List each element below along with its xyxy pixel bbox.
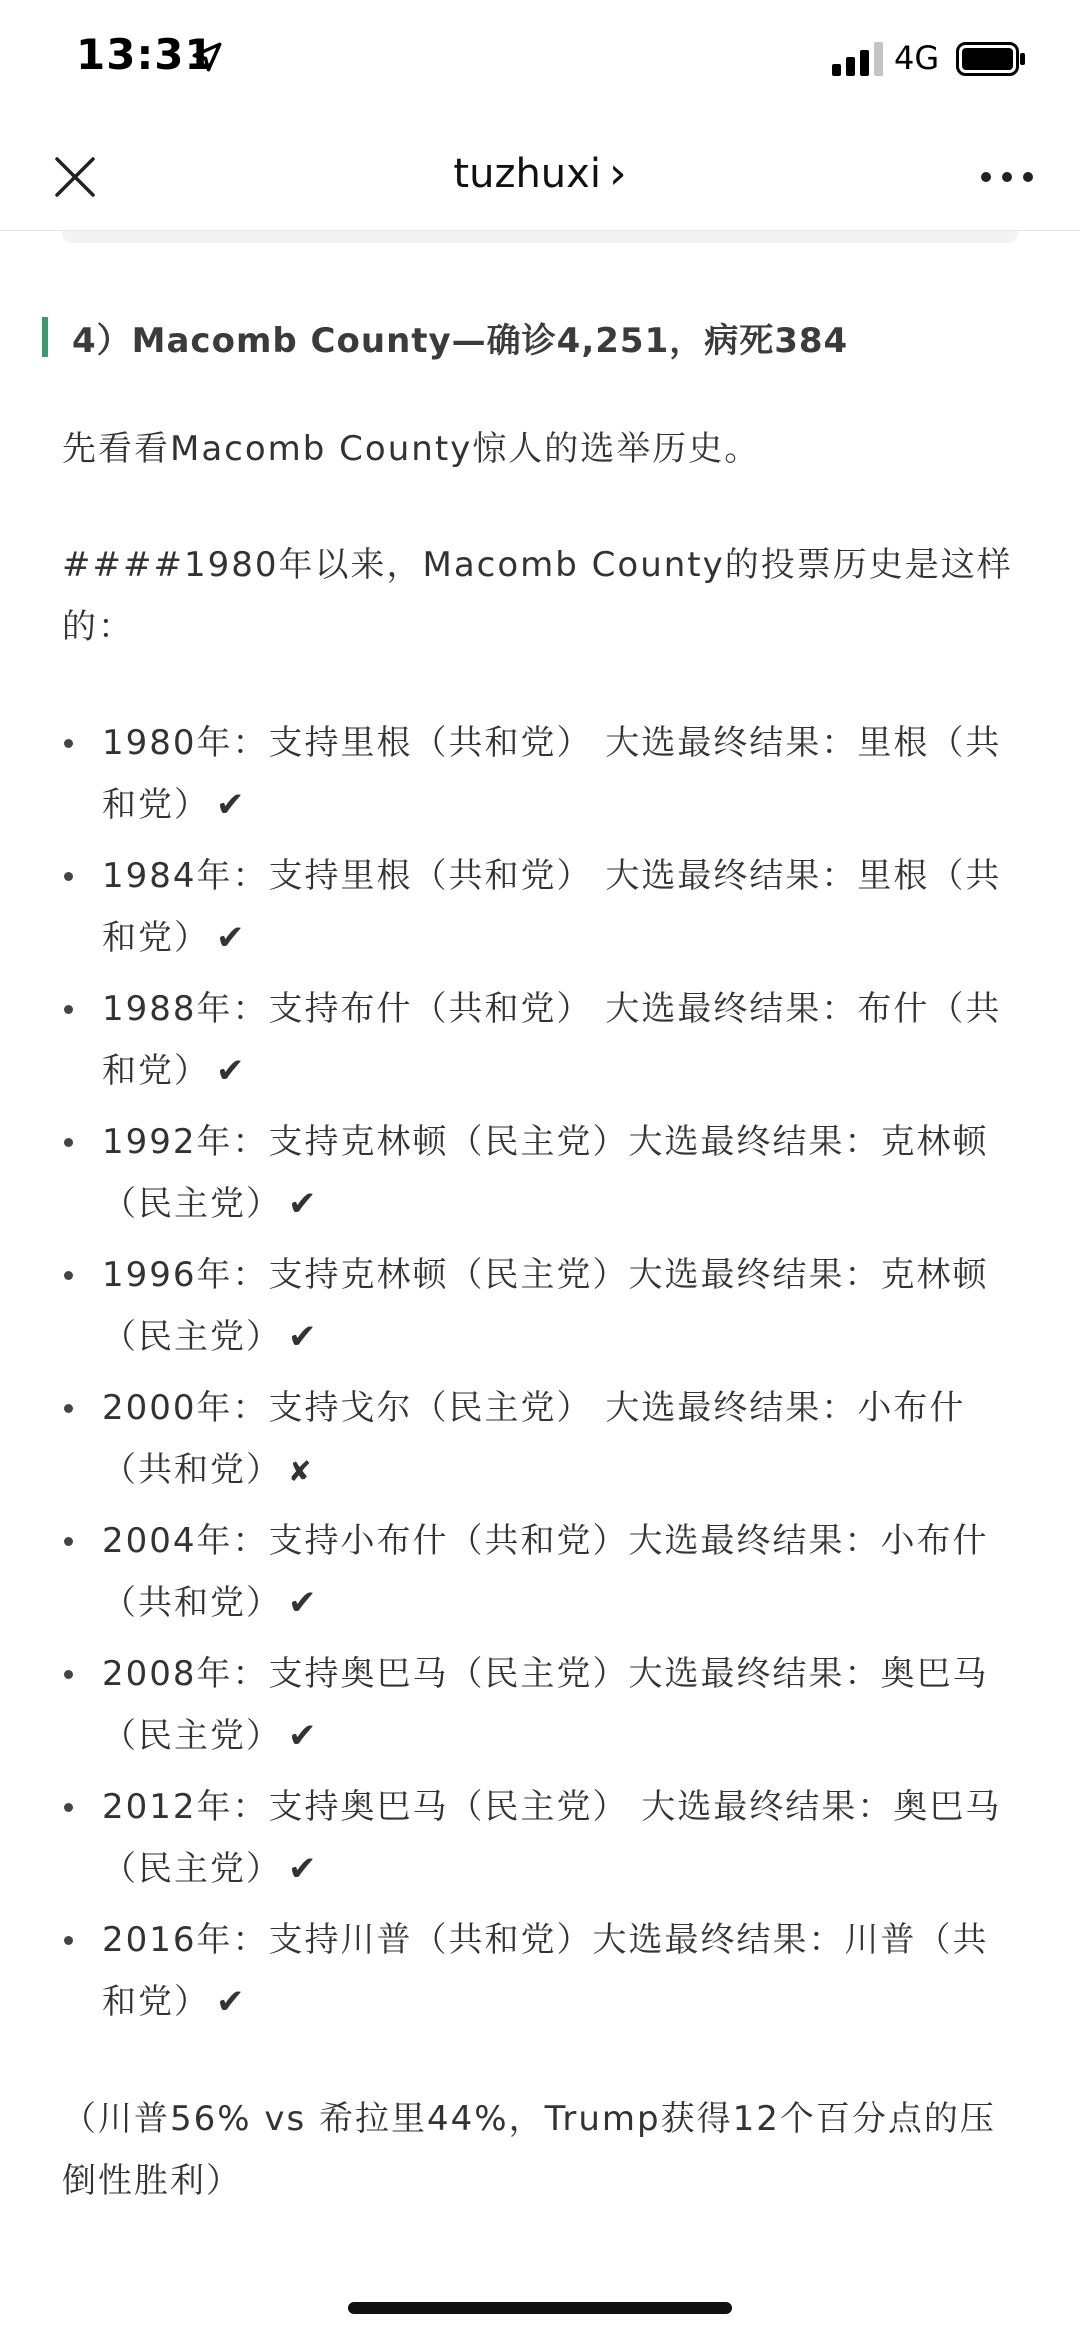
list-item [62, 712, 1022, 836]
check-mark-icon: ✔ [216, 785, 247, 825]
bullet-icon [64, 1138, 73, 1147]
more-dots-icon [979, 170, 1035, 184]
check-mark-icon: ✔ [288, 1317, 319, 1357]
result-text: 1996年：支持克林顿（民主党）大选最终结果：克林顿（民主党） [102, 1255, 989, 1357]
result-text: 1992年：支持克林顿（民主党）大选最终结果：克林顿（民主党） [102, 1122, 989, 1224]
bullet-icon [64, 1271, 73, 1280]
result-text: 2012年：支持奥巴马（民主党） 大选最终结果：奥巴马（民主党） [102, 1787, 1002, 1889]
bullet-icon [64, 872, 73, 881]
result-text: 1980年：支持里根（共和党） 大选最终结果：里根（共和党） [102, 723, 1002, 825]
nav-bar [0, 120, 1080, 231]
bullet-icon [64, 739, 73, 748]
network-type: 4G [894, 39, 940, 77]
chevron-right-icon: › [608, 148, 627, 199]
list-item [62, 1510, 1022, 1634]
check-mark-icon: ✔ [216, 1982, 247, 2022]
location-arrow-icon [190, 40, 224, 74]
bullet-icon [64, 1936, 73, 1945]
cellular-signal-icon [832, 42, 884, 76]
list-item [62, 978, 1022, 1102]
result-text: 1988年：支持布什（共和党） 大选最终结果：布什（共和党） [102, 989, 1002, 1091]
account-title-link[interactable] [340, 148, 740, 199]
subheading-paragraph: ####1980年以来，Macomb County的投票历史是这样的： [62, 545, 1013, 647]
bullet-icon [64, 1005, 73, 1014]
footnote-paragraph: （川普56% vs 希拉里44%，Trump获得12个百分点的压倒性胜利） [62, 2099, 996, 2201]
bullet-icon [64, 1803, 73, 1812]
result-text: 2008年：支持奥巴马（民主党）大选最终结果：奥巴马（民主党） [102, 1654, 989, 1756]
bullet-icon [64, 1537, 73, 1546]
close-icon [53, 155, 97, 199]
account-name: tuzhuxi [453, 150, 601, 197]
result-text: 2016年：支持川普（共和党）大选最终结果：川普（共和党） [102, 1920, 989, 2022]
heading-text: 4）Macomb County—确诊4,251，病死384 [72, 320, 849, 361]
list-item [62, 1244, 1022, 1368]
list-item [62, 1643, 1022, 1767]
result-text: 1984年：支持里根（共和党） 大选最终结果：里根（共和党） [102, 856, 1002, 958]
list-item [62, 845, 1022, 969]
list-item [62, 1377, 1022, 1501]
election-results-list [62, 712, 1022, 2042]
close-button[interactable] [40, 142, 110, 212]
status-bar [0, 0, 1080, 120]
more-button[interactable] [970, 142, 1044, 212]
bullet-icon [64, 1404, 73, 1413]
intro-paragraph: 先看看Macomb County惊人的选举历史。 [62, 429, 761, 469]
section-heading [42, 315, 1022, 359]
list-item [62, 1776, 1022, 1900]
cross-mark-icon: ✘ [288, 1455, 314, 1488]
home-indicator[interactable] [348, 2302, 732, 2314]
check-mark-icon: ✔ [216, 1051, 247, 1091]
check-mark-icon: ✔ [288, 1849, 319, 1889]
list-item [62, 1909, 1022, 2033]
result-text: 2004年：支持小布什（共和党）大选最终结果：小布什（共和党） [102, 1521, 989, 1623]
previous-card-edge [62, 231, 1018, 243]
check-mark-icon: ✔ [288, 1184, 319, 1224]
check-mark-icon: ✔ [216, 918, 247, 958]
battery-icon [956, 42, 1026, 76]
check-mark-icon: ✔ [288, 1583, 319, 1623]
result-text: 2000年：支持戈尔（民主党） 大选最终结果：小布什（共和党） [102, 1388, 966, 1490]
list-item [62, 1111, 1022, 1235]
check-mark-icon: ✔ [288, 1716, 319, 1756]
status-time: 13:31 [76, 30, 215, 79]
bullet-icon [64, 1670, 73, 1679]
heading-marker [42, 317, 48, 357]
